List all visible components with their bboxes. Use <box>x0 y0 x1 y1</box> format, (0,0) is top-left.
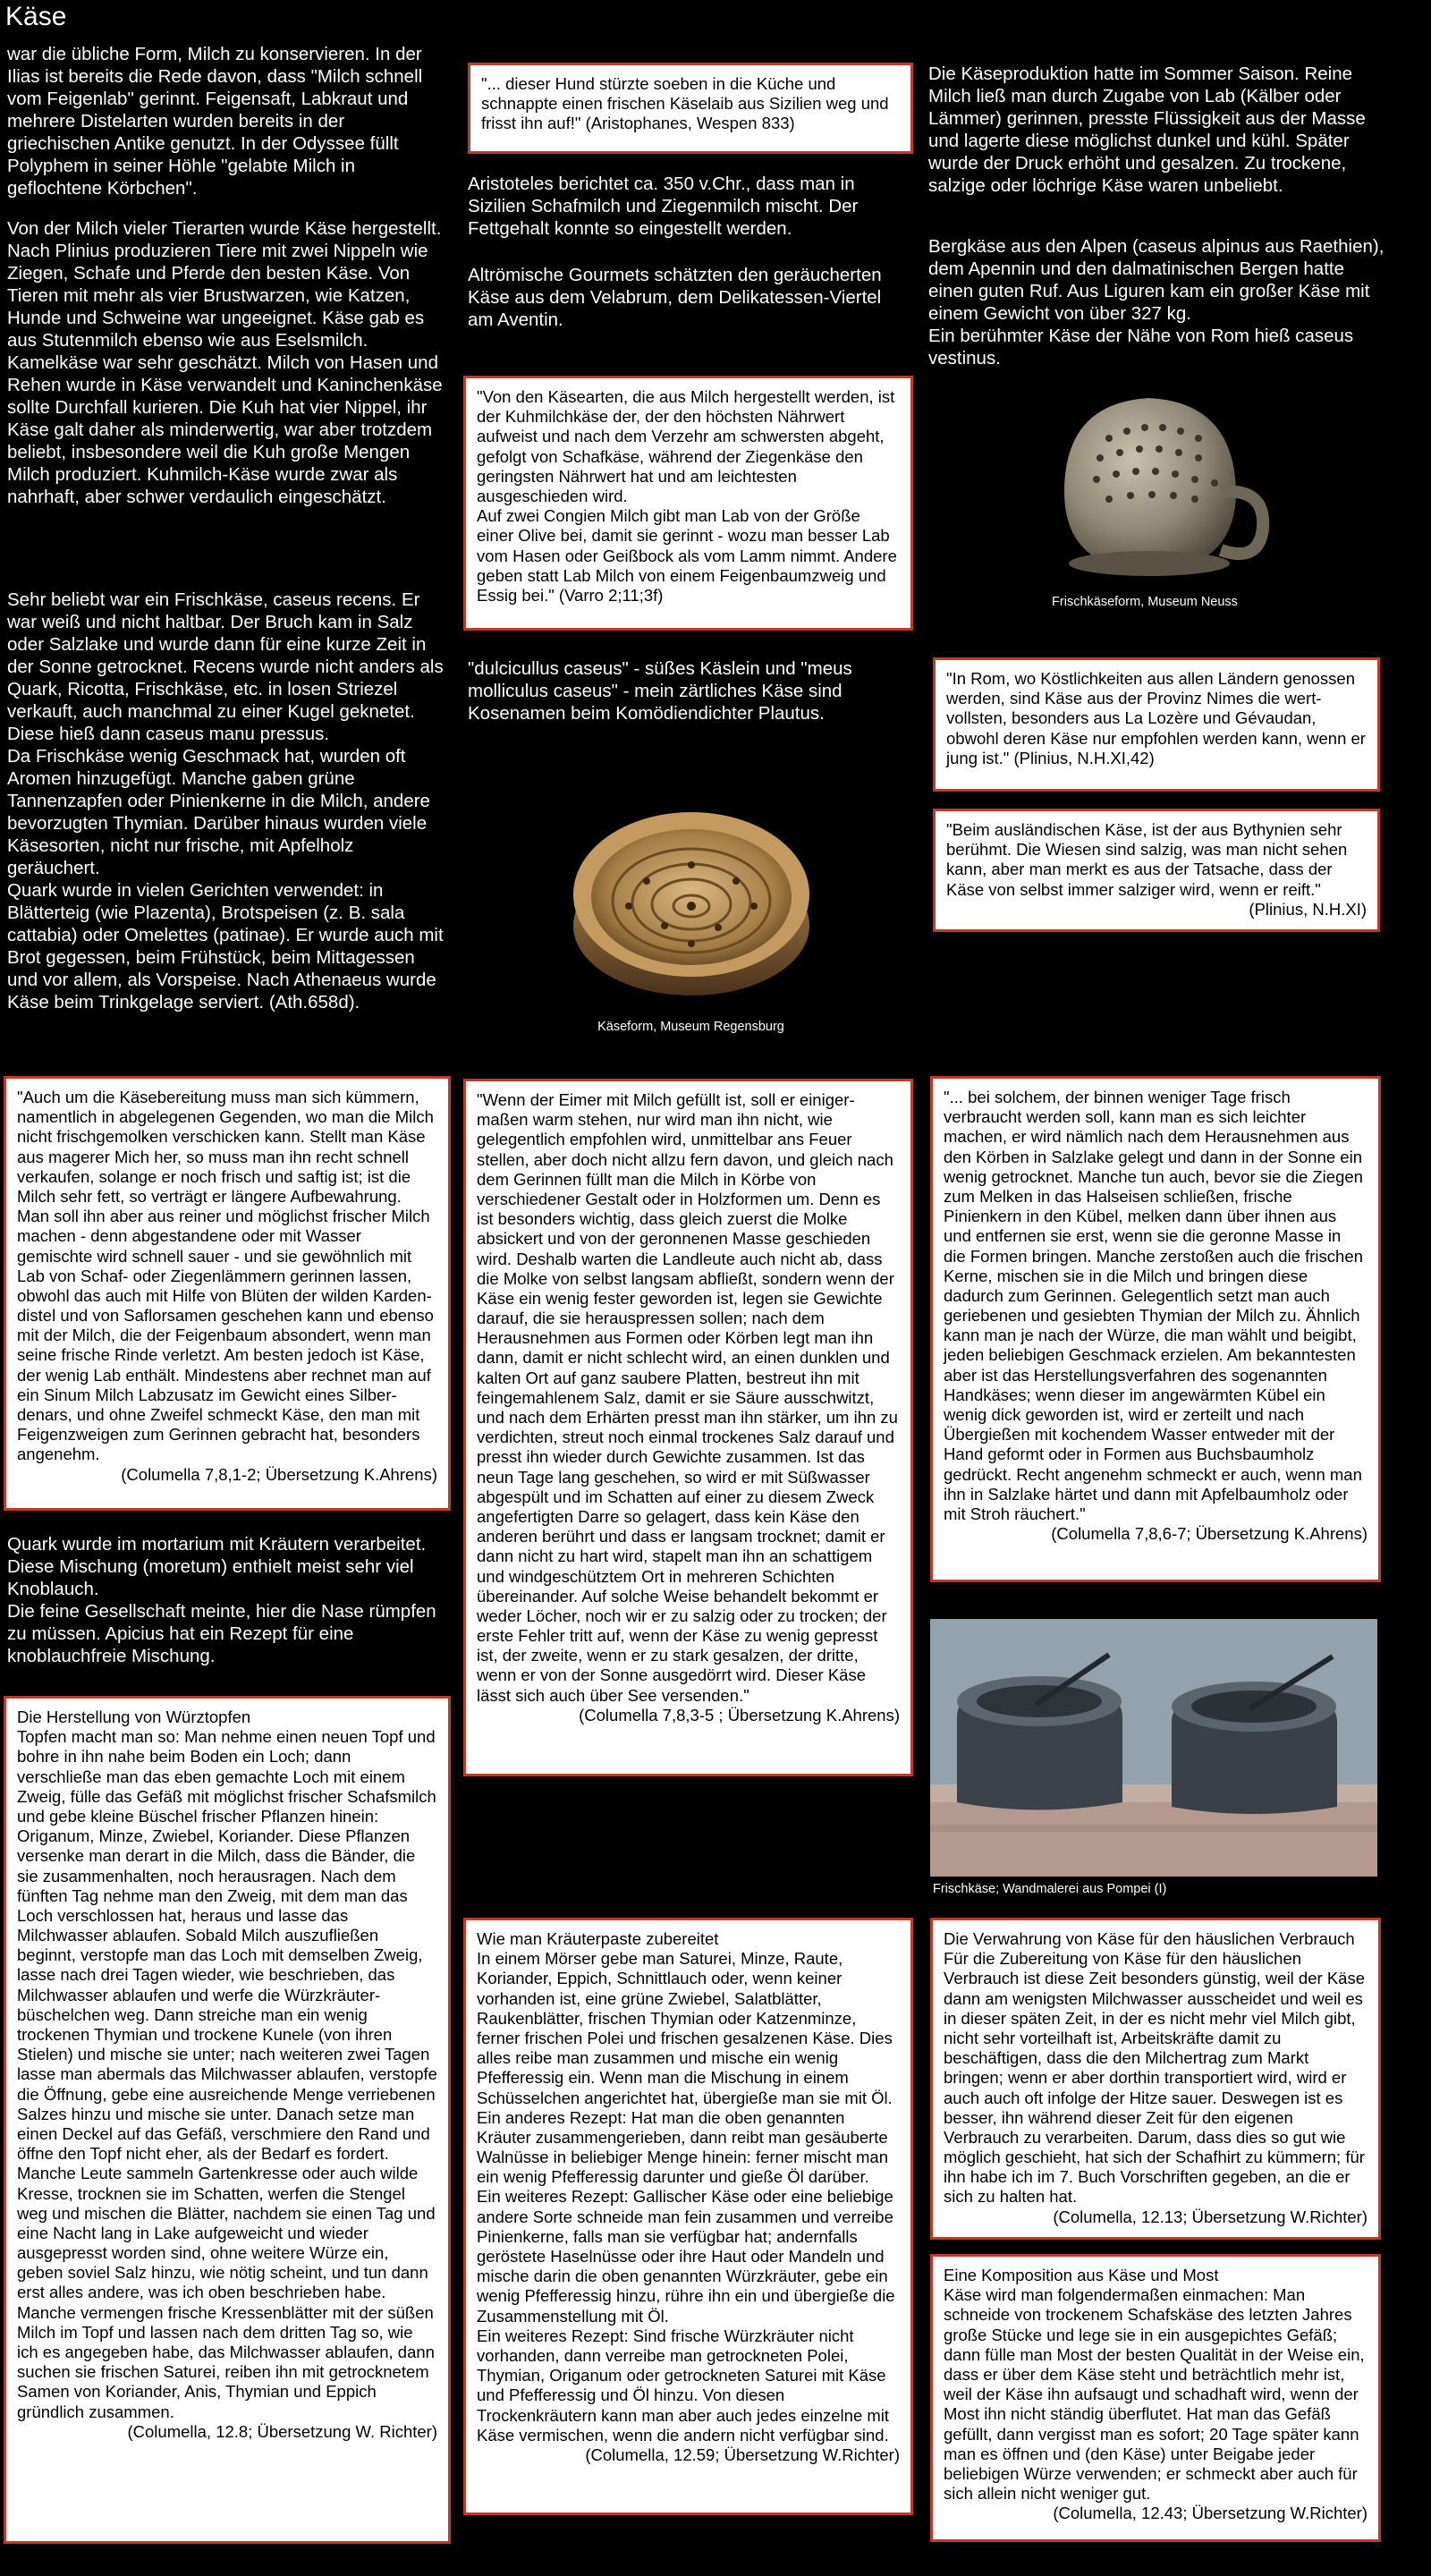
columella-long-quote-source: (Columella 7,8,3-5 ; Übersetzung K.Ahrens) <box>579 1705 900 1724</box>
bergkaese-text: Bergkäse aus den Alpen (caseus alpinus aus Raethien), dem Apennin und den dalmatinischen Bergen hatte einen guten Ruf. Aus Liguren kam ein großer Käse mit einem Gewicht von über 327 kg. Ein berühmter Käse der Nähe von Rom hieß caseus vestinus. <box>928 236 1384 369</box>
aristophanes-quote-box <box>468 63 913 154</box>
varro-quote-box <box>463 376 913 631</box>
animals-text: Von der Milch vieler Tierarten wurde Käse hergestellt. Nach Plinius produzieren Tiere mit zwei Nippeln wie Ziegen, Schafe und Pferde den besten Käse. Von Tieren mit mehr als vier Brustwarzen, wie Katzen, Hunde und Schweine war ungeeignet. Käse gab es aus Stutenmilch ebenso wie aus Eselsmilch. Kamelkäse war sehr geschätzt. Milch von Hasen und Rehen wurde in Käse verwandelt und Kaninchenkäse sollte Durchfall kurieren. Die Kuh hat vier Nippel, ihr Käse galt daher als minderwertig, war aber trotzdem beliebt, insbesondere weil die Kuh große Mengen Milch produziert. Kuhmilch-Käse wurde zwar als nahrhaft, aber schwer verdaulich eingeschätzt. <box>7 218 443 507</box>
verwahrung-box <box>930 1918 1381 2240</box>
page-title: Käse <box>5 2 67 31</box>
columella-handkaese-source: (Columella 7,8,6-7; Übersetzung K.Ahrens) <box>1051 1524 1367 1544</box>
gourmets-text: Altrömische Gourmets schätzten den geräucherten Käse aus dem Velabrum, dem Delikatessen-Viertel am Aventin. <box>468 265 882 330</box>
columella-handkaese-text: "... bei solchem, der binnen weniger Tage frisch verbraucht werden soll, kann man es sich leichter machen, er wird nämlich nach dem Herausnehmen aus den Körben in Salzlake gelegt und dann in der Sonne ein wenig getrocknet. Manche tun auch, bevor sie die Ziegen zum Melken in das Halseisen schließen, frische Pinienkern in den Kübel, melken dann über ihnen aus und entfernen sie erst, wenn sie die geronne Masse in die Formen bringen. Manche zerstoßen auch die frischen Kerne, mischen sie in die Milch und bringen diese dadurch zum Gerinnen. Gelegentlich setzt man auch geriebenen und gesiebten Thymian der Milch zu. Ähnlich kann man je nach der Würze, die man wählt und beigibt, jeden beliebigen Geschmack erzielen. Am bekanntesten aber ist das Herstellungsverfahren des sogenannten Handkäses; wenn dieser im angewärmten Kübel ein wenig dick geworden ist, wird er zerteilt und nach Übergießen mit kochendem Wasser entweder mit der Hand geformt oder in Formen aus Buchsbaumholz gedrückt. Recht angenehm schmeckt er auch, wenn man ihn in Salzlake härtet und dann mit Apfelbaumholz oder mit Stroh räuchert." <box>944 1088 1363 1523</box>
intro-text: war die übliche Form, Milch zu konservieren. In der Ilias ist bereits die Rede davon, dass "Milch schnell vom Feigenlab" gerinnt. Feigensaft, Labkraut und mehrere Distelarten wurden bereits in der griechischen Antike genutzt. In der Odyssee füllt Polyphem in seiner Höhle "gelabte Milch in geflochtene Körbchen". <box>7 44 423 199</box>
plinius-quote-text-1: "In Rom, wo Köstlichkeiten aus allen Ländern genossen werden, sind Käse aus der Provinz Nimes die wert-vollsten, besonders aus La Lozère und Gévaudan, obwohl deren Käse nur empfohlen werden kann, wenn er jung ist." (Plinius, N.H.XI,42) <box>946 669 1366 767</box>
most-box <box>930 2254 1381 2542</box>
wuerztopf-box <box>4 1696 451 2544</box>
cheese-mold-illustration <box>566 792 817 1006</box>
columella-quote-source: (Columella 7,8,1-2; Übersetzung K.Ahrens) <box>121 1464 437 1484</box>
columella-long-quote-box <box>463 1079 913 1776</box>
moretum-text: Quark wurde im mortarium mit Kräutern verarbeitet. Diese Mischung (moretum) enthielt meist sehr viel Knoblauch. Die feine Gesellschaft meinte, hier die Nase rümpfen zu müssen. Apicius hat ein Rezept für eine knoblauchfreie Mischung. <box>7 1534 436 1666</box>
plinius-quote-source-2: (Plinius, N.H.XI) <box>1249 899 1367 919</box>
pompeii-fresco-caption: Frischkäse; Wandmalerei aus Pompei (I) <box>933 1882 1167 1896</box>
pompeii-fresco-image <box>930 1619 1377 1877</box>
fresh-cheese-mold-image <box>1037 385 1270 586</box>
columella-quote-text: "Auch um die Käsebereitung muss man sich kümmern, namentlich in abgelegenen Gegenden, wo man die Milch nicht frischgemolken verschicken kann. Stellt man Käse aus magerer Mich her, so muss man ihn recht schnell verkaufen, solange er noch frisch und saftig ist; ist die Milch sehr fett, so verträgt er längere Aufbewahrung. Man soll ihn aber aus reiner und möglichst frischer Milch machen - denn abgestandene oder mit Wasser gemischte wird schnell sauer - und sie gewöhnlich mit Lab von Schaf- oder Ziegenlämmern gerinnen lassen, obwohl das auch mit Hilfe von Blüten der wilden Karden-distel und von Saflorsamen geschehen kann und ebenso mit der Milch, die der Feigenbaum absondert, wenn man seine frische Rinde verletzt. Am besten jedoch ist Käse, der wenig Lab enthält. Mindestens aber rechnet man auf ein Sinum Milch Labzusatz im Gewicht eines Silber-denars, und ohne Zweifel schmeckt Käse, den man mit Feigenzweigen zum Gerinnen gebracht hat, besonders angenehm. <box>17 1088 434 1464</box>
plinius-quote-box-2 <box>933 809 1380 932</box>
plinius-quote-box-1 <box>933 657 1380 792</box>
columella-long-quote-text: "Wenn der Eimer mit Milch gefüllt ist, soll er einiger-maßen warm stehen, nur wird man ihn nicht, wie gelegentlich empfohlen wird, unmittelbar ans Feuer stellen, aber doch nicht allzu fern davon, und gleich nach dem Gerinnen füllt man die Milch in Körbe von verschiedener Gestalt oder in Holzformen um. Denn es ist besonders wichtig, dass gleich zuerst die Molke absickert und von der geronnenen Masse geschieden wird. Deshalb warten die Landleute auch nicht ab, dass die Molke von selbst langsam abfließt, sondern wenn der Käse ein wenig fester geworden ist, legen sie Gewichte darauf, die sie herauspressen sollen; nach dem Herausnehmen aus Formen oder Körben legt man ihn dann, damit er nicht schlecht wird, an einen dunklen und kalten Ort auf ganz saubere Platten, bestreut ihn mit feingemahlenem Salz, damit er sie Säure ausschwitzt, und nach dem Erhärten presst man ihn stärker, um ihn zu verdichten, streut noch einmal trockenes Salz darauf und presst ihn wieder durch Gewichte zusammen. Ist das neun Tage lang geschehen, so wird er mit Süßwasser abgespült und im Schatten auf einer zu diesem Zweck angefertigten Darre so gelagert, dass kein Käse den anderen berührt und dass er langsam trocknet; damit er dann nicht zu hart wird, stapelt man ihn an schattigem und windgeschütztem Ort in mehreren Schichten übereinander. Auf solche Weise behandelt bekommt er weder Löcher, noch wir er zu salzig oder zu trocken; der erste Fehler tritt auf, wenn der Käse zu wenig gepresst ist, der zweite, wenn er zu stark gesalzen, der dritte, wenn er von der Sonne ausgedörrt wird. Dieser Käse lässt sich auch über See versenden." <box>477 1090 898 1705</box>
cheese-mold-caption: Käseform, Museum Regensburg <box>597 1020 784 1034</box>
verwahrung-source: (Columella, 12.13; Übersetzung W.Richter) <box>1053 2207 1367 2226</box>
wuerztopf-text: Die Herstellung von Würztopfen Topfen macht man so: Man nehme einen neuen Topf und bohre in ihn nahe beim Boden ein Loch; dann verschließe man das eben gemachte Loch mit einem Zweig, fülle das Gefäß mit möglichst frischer Schafsmilch und gebe kleine Büschel frischer Pflanzen hinein: Origanum, Minze, Zwiebel, Koriander. Diese Pflanzen versenke man derart in die Milch, dass die Bänder, die sie zusammenhalten, noch herausragen. Nach dem fünften Tag nehme man den Zweig, mit dem man das Loch verschlossen hat, heraus und lasse das Milchwasser ablaufen. Sobald Milch auszufließen beginnt, verstopfe man das Loch mit demselben Zweig, lasse nach drei Tagen wieder, wie beschrieben, das Milchwasser ablaufen und werfe die Würzkräuter-büschelchen weg. Dann streiche man ein wenig trockenen Thymian und trockene Kunele (von ihren Stielen) und mische sie unter; nach weiteren zwei Tagen lasse man abermals das Milchwasser ablaufen, verstopfe die Öffnung, gebe eine ausreichende Menge verriebenen Salzes hinzu und mische sie unter. Danach setze man einen Deckel auf das Gefäß, verschmiere den Rand und öffne den Topf nicht eher, als der Bedarf es fordert. Manche Leute sammeln Gartenkresse oder auch wilde Kresse, trocknen sie im Schatten, werfen die Stengel weg und mischen die Blätter, nachdem sie einen Tag und eine Nacht lang in Lake aufgeweicht und wieder ausgepresst worden sind, ohne weitere Würze ein, geben soviel Salz hinzu, wie nötig scheint, und tun dann erst alles andere, was ich oben beschrieben habe. Manche vermengen frische Kressenblätter mit der süßen Milch im Topf und lassen nach dem dritten Tag so, wie ich es angegeben habe, das Milchwasser ablaufen, dann suchen sie frischen Saturei, reiben ihn mit getrocknetem Samen von Koriander, Anis, Thymian und Eppich gründlich zusammen. <box>17 1707 437 2421</box>
produktion-text: Die Käseproduktion hatte im Sommer Saison. Reine Milch ließ man durch Zugabe von Lab (Kälber oder Lämmer) gerinnen, presste Flüssigkeit aus der Masse und lagerte diese möglichst dunkel und kühl. Später wurde der Druck erhöht und gesalzen. Zu trockene, salzige oder löchrige Käse waren unbeliebt. <box>928 64 1366 196</box>
aristophanes-quote-text: "... dieser Hund stürzte soeben in die Küche und schnappte einen frischen Käselaib aus Sizilien weg und frisst ihn auf!" (Aristophanes, Wespen 833) <box>481 74 889 133</box>
kraeuterpaste-box <box>463 1918 913 2515</box>
varro-quote-text: "Von den Käsearten, die aus Milch hergestellt werden, ist der Kuhmilchkäse der, der den höchsten Nährwert aufweist und nach dem Verzehr am schwersten abgeht, gefolgt von Schafkäse, während der Ziegenkäse den geringsten Nährwert hat und am leichtesten ausgeschieden wird. Auf zwei Congien Milch gibt man Lab von der Größe einer Olive bei, damit sie gerinnt - wozu man besser Lab vom Hasen oder Geißbock als vom Lamm nimmt. Andere geben statt Lab Milch von einem Feigenbaumzweig und Essig bei." (Varro 2;11;3f) <box>477 387 897 605</box>
kraeuterpaste-source: (Columella, 12.59; Übersetzung W.Richter) <box>585 2445 900 2464</box>
verwahrung-text: Die Verwahrung von Käse für den häuslichen Verbrauch Für die Zubereitung von Käse für den häuslichen Verbrauch ist diese Zeit besonders günstig, weil der Käse dann am wenigsten Milchwasser ausscheidet und weil es in dieser späten Zeit, in der es nicht mehr viel Milch gibt, nicht sehr vorteilhaft ist, Arbeitskräfte damit zu beschäftigen, dass die den Milchertrag zum Markt bringen; wenn er aber dorthin transportiert wird, wird er auch auch oft infolge der Hitze sauer. Deswegen ist es besser, ihn während dieser Zeit für den eigenen Verbrauch zu verarbeiten. Darum, dass dies so gut wie möglich geschieht, hat sich der Schafhirt zu kümmern; für ihn habe ich im 7. Buch Vorschriften gegeben, an die er sich zu halten hat. <box>944 1929 1365 2207</box>
kraeuterpaste-text: Wie man Kräuterpaste zubereitet In einem Mörser gebe man Saturei, Minze, Raute, Koriander, Eppich, Schnittlauch oder, wenn keiner vorhanden ist, eine grüne Zwiebel, Salatblätter, Raukenblätter, frischen Thymian oder Katzenminze, ferner frischen Polei und frischen gesalzenen Käse. Dies alles reibe man zusammen und mische ein wenig Pfefferessig ein. Wenn man die Mischung in einem Schüsselchen angerichtet hat, übergieße man sie mit Öl. Ein anderes Rezept: Hat man die oben genannten Kräuter zusammengerieben, dann reibt man gesäuberte Walnüsse in beliebiger Menge hinein: ferner mischt man ein wenig Pfefferessig darunter und gieße Öl darüber. Ein weiteres Rezept: Gallischer Käse oder eine beliebige andere Sorte schneide man fein zusammen und verreibe Pinienkerne, falls man sie verfügbar hat; andernfalls geröstete Haselnüsse oder ihre Haut oder Mandeln und mische darin die oben genannten Würzkräuter, gebe ein wenig Pfefferessig hinzu, rühre ihn ein und übergieße die Zusammenstellung mit Öl. Ein weiteres Rezept: Sind frische Würzkräuter nicht vorhanden, dann verreibe man getrockneten Polei, Thymian, Origanum oder getrockneten Saturei mit Käse und Pfefferessig und Öl hinzu. Von diesen Trockenkräutern kann man aber auch jedes einzelne mit Käse vermischen, wenn die andern nicht verfügbar sind. <box>477 1929 895 2445</box>
columella-handkaese-box <box>930 1076 1381 1582</box>
most-text: Eine Komposition aus Käse und Most Käse wird man folgendermaßen einmachen: Man schneide von trockenem Schafskäse des letzten Jahres große Stücke und lege sie in ein ausgepichtes Gefäß; dann fülle man Most der besten Qualität in der Weise ein, dass er über dem Käse steht und beträchtlich mehr ist, weil der Käse ihn aufsaugt und schadhaft wird, wenn der Most ihn nicht ständig überflutet. Hat man das Gefäß gefüllt, dann vergisst man es sofort; 20 Tage später kann man es öffnen und (den Käse) unter Beigabe jeder beliebigen Würze verwenden; er schmeckt aber auch für sich allein nicht weniger gut. <box>944 2266 1365 2504</box>
columella-quote-box <box>4 1076 451 1511</box>
dulcicullus-text: "dulcicullus caseus" - süßes Käslein und "meus molliculus caseus" - mein zärtliches Käse sind Kosenamen beim Komödiendichter Plautus. <box>468 658 852 724</box>
fresh-cheese-mold-illustration <box>1037 385 1270 586</box>
recens-text: Sehr beliebt war ein Frischkäse, caseus recens. Er war weiß und nicht haltbar. Der Bruch kam in Salz oder Salzlake und wurde dann für eine kurze Zeit in der Sonne getrocknet. Recens wurde nicht anders als Quark, Ricotta, Frischkäse, etc. in losen Striezel verkauft, auch manchmal zu einer Kugel geknetet. Diese hieß dann caseus manu pressus. Da Frischkäse wenig Geschmack hat, wurden oft Aromen hinzugefügt. Manche gaben grüne Tannenzapfen oder Pinienkerne in die Milch, andere bevorzugten Thymian. Darüber hinaus wurden viele Käsesorten, nicht nur frische, mit Apfelholz geräuchert. Quark wurde in vielen Gerichten verwendet: in Blätterteig (wie Plazenta), Brotspeisen (z. B. sala cattabia) oder Omelettes (patinae). Er wurde auch mit Brot gegessen, beim Frühstück, beim Mittagessen und vor allem, als Vorspeise. Nach Athenaeus wurde Käse beim Trinkgelage serviert. (Ath.658d). <box>7 589 444 1013</box>
pompeii-fresco-illustration <box>930 1619 1377 1877</box>
fresh-cheese-mold-caption: Frischkäseform, Museum Neuss <box>1052 595 1238 609</box>
wuerztopf-source: (Columella, 12.8; Übersetzung W. Richter) <box>127 2421 437 2441</box>
plinius-quote-text-2: "Beim ausländischen Käse, ist der aus Bythynien sehr berühmt. Die Wiesen sind salzig, was man nicht sehen kann, aber man merkt es aus der Tatsache, dass der Käse von selbst immer salziger wird, wenn er reift." <box>946 820 1348 899</box>
aristoteles-text: Aristoteles berichtet ca. 350 v.Chr., dass man in Sizilien Schafmilch und Ziegenmilch mischt. Der Fettgehalt konnte so eingestellt werden. <box>468 174 859 239</box>
cheese-mold-image <box>566 792 817 1006</box>
most-source: (Columella, 12.43; Übersetzung W.Richter) <box>1053 2504 1367 2523</box>
